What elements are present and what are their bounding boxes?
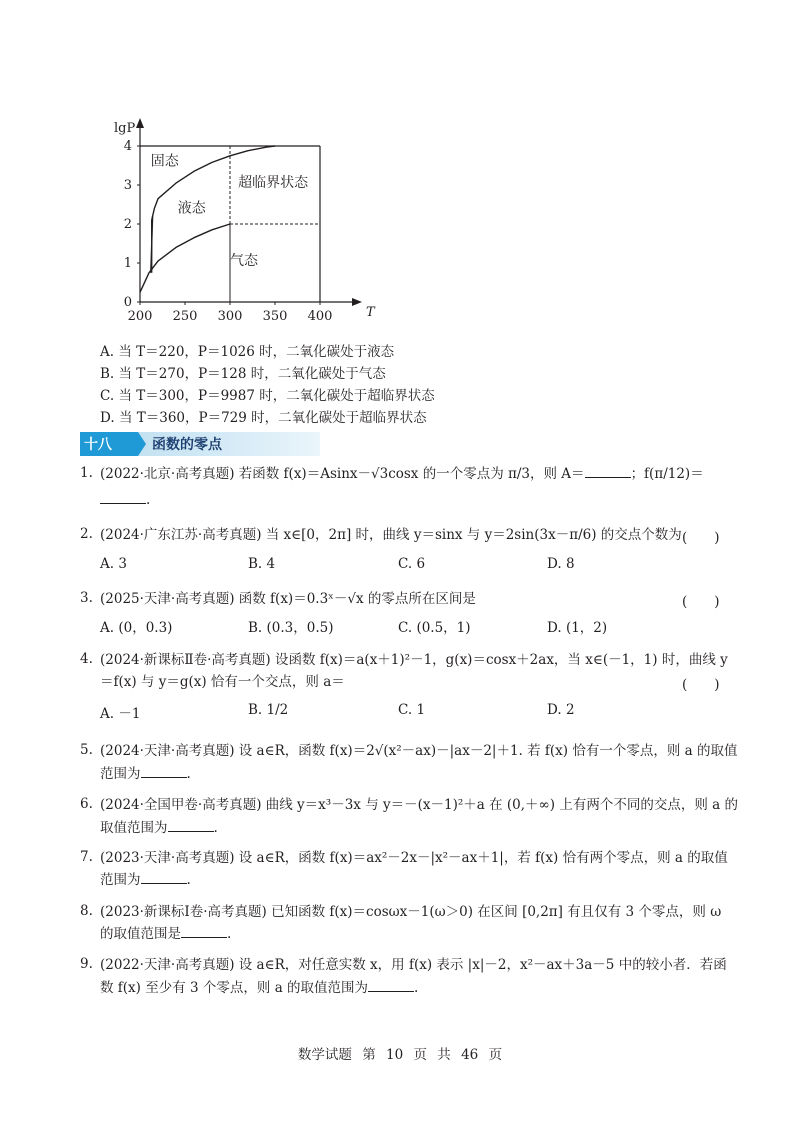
question-2-option-b: B. 4: [248, 556, 276, 572]
x-tick-label: 350: [262, 309, 288, 324]
y-tick-label: 3: [123, 178, 132, 193]
region-label-gas: 气态: [230, 252, 258, 269]
question-3-option-a: A. (0，0.3): [100, 620, 173, 636]
question-number: 2.: [80, 526, 93, 542]
x-tick-label: 400: [307, 309, 333, 324]
question-4-option-d: D. 2: [547, 702, 575, 718]
footer-page-prefix: 第: [362, 1047, 376, 1063]
region-label-liquid: 液态: [177, 200, 206, 217]
footer-total-suffix: 页: [488, 1047, 503, 1063]
question-2-stem: (2024·广东江苏·高考真题) 当 x∈[0，2π] 时，曲线 y＝sinx 与 y＝2sin(3x－π/6) 的交点个数为: [100, 527, 682, 543]
y-tick-label: 2: [123, 217, 132, 232]
question-3-option-b: B. (0.3，0.5): [248, 620, 334, 636]
page-footer: [0, 1043, 800, 1063]
option-a: A. 当 T＝220，P＝1026 时，二氧化碳处于液态: [100, 344, 395, 360]
question-number: 7.: [80, 849, 93, 865]
question-number: 4.: [80, 651, 93, 667]
phase-diagram-chart: [100, 112, 375, 332]
question-1-line1: (2022·北京·高考真题) 若函数 f(x)＝Asinx－√3cosx 的一个零点为 π/3，则 A＝ ；f(π/12)＝: [100, 466, 704, 482]
question-3-option-c: C. (0.5，1): [398, 620, 471, 636]
question-6-line2: 取值范围为 .: [100, 820, 218, 836]
x-axis-label: T: [366, 305, 375, 320]
question-7-line2: 范围为 .: [100, 872, 191, 888]
question-number: 6.: [80, 796, 93, 812]
x-tick-label: 300: [217, 309, 243, 324]
question-2-option-c: C. 6: [398, 556, 426, 572]
question-7-line1: (2023·天津·高考真题) 设 a∈R，函数 f(x)＝ax²－2x－|x²－ax＋1|，若 f(x) 恰有两个零点，则 a 的取值: [100, 850, 728, 866]
x-tick-label: 250: [172, 309, 198, 324]
option-b: B. 当 T＝270，P＝128 时，二氧化碳处于气态: [100, 366, 386, 382]
region-label-supercritical: 超临界状态: [238, 174, 309, 191]
x-tick-label: 200: [127, 309, 153, 324]
region-label-solid: 固态: [150, 153, 179, 170]
question-number: 9.: [80, 956, 93, 972]
question-1-line2: .: [100, 490, 150, 510]
question-4-option-a: A. －1: [100, 706, 141, 722]
footer-subject: 数学试题: [297, 1047, 352, 1063]
section-tag-tip: [138, 432, 146, 456]
y-axis-label: lgP: [114, 121, 136, 136]
question-number: 8.: [80, 903, 93, 919]
question-3-stem: (2025·天津·高考真题) 函数 f(x)＝0.3ˣ－√x 的零点所在区间是: [100, 591, 476, 607]
y-tick-label: 1: [123, 256, 132, 271]
question-4-line2: ＝f(x) 与 y＝g(x) 恰有一个交点，则 a＝: [100, 674, 345, 690]
question-4-option-c: C. 1: [398, 702, 426, 718]
answer-paren: ( ): [682, 530, 720, 546]
question-5-line1: (2024·天津·高考真题) 设 a∈R，函数 f(x)＝2√(x²－ax)－|ax－2|＋1. 若 f(x) 恰有一个零点，则 a 的取值: [100, 743, 738, 759]
question-number: 3.: [80, 590, 93, 606]
question-8-line1: (2023·新课标Ⅰ卷·高考真题) 已知函数 f(x)＝cosωx－1(ω＞0) 在区间 [0,2π] 有且仅有 3 个零点，则 ω: [100, 904, 722, 920]
question-2-option-d: D. 8: [547, 556, 575, 572]
question-9-line1: (2022·天津·高考真题) 设 a∈R，对任意实数 x，用 f(x) 表示 |x|－2，x²－ax＋3a－5 中的较小者．若函: [100, 957, 727, 973]
question-8-line2: 的取值范围是 .: [100, 926, 232, 942]
question-4-line1: (2024·新课标Ⅱ卷·高考真题) 设函数 f(x)＝a(x＋1)²－1，g(x)＝cosx＋2ax，当 x∈(－1，1) 时，曲线 y: [100, 652, 728, 668]
x-axis-arrow: [352, 298, 362, 306]
section-number: 十八: [84, 437, 112, 453]
option-c: C. 当 T＝300，P＝9987 时，二氧化碳处于超临界状态: [100, 388, 435, 404]
phase-boundary-curve-1: [140, 224, 230, 292]
question-5-line2: 范围为 .: [100, 766, 191, 782]
question-6-line1: (2024·全国甲卷·高考真题) 曲线 y＝x³－3x 与 y＝－(x－1)²＋a 在 (0,＋∞) 上有两个不同的交点，则 a 的: [100, 797, 738, 813]
answer-paren: ( ): [682, 594, 720, 610]
question-number: 1.: [80, 465, 93, 481]
footer-page: 10: [386, 1047, 404, 1063]
footer-total-prefix: 共: [437, 1047, 451, 1063]
question-4-option-b: B. 1/2: [248, 702, 289, 718]
question-2-option-a: A. 3: [100, 556, 127, 572]
y-tick-label: 0: [123, 295, 132, 310]
answer-paren: ( ): [682, 677, 720, 693]
question-9-line2: 数 f(x) 至少有 3 个零点，则 a 的取值范围为 .: [100, 980, 419, 996]
footer-total: 46: [461, 1047, 479, 1063]
footer-page-mid: 页: [413, 1047, 427, 1063]
question-number: 5.: [80, 742, 93, 758]
section-title: 函数的零点: [152, 437, 222, 453]
option-d: D. 当 T＝360，P＝729 时，二氧化碳处于超临界状态: [100, 410, 427, 426]
y-axis-arrow: [136, 118, 144, 128]
y-tick-label: 4: [123, 139, 132, 154]
question-3-option-d: D. (1，2): [547, 620, 608, 636]
